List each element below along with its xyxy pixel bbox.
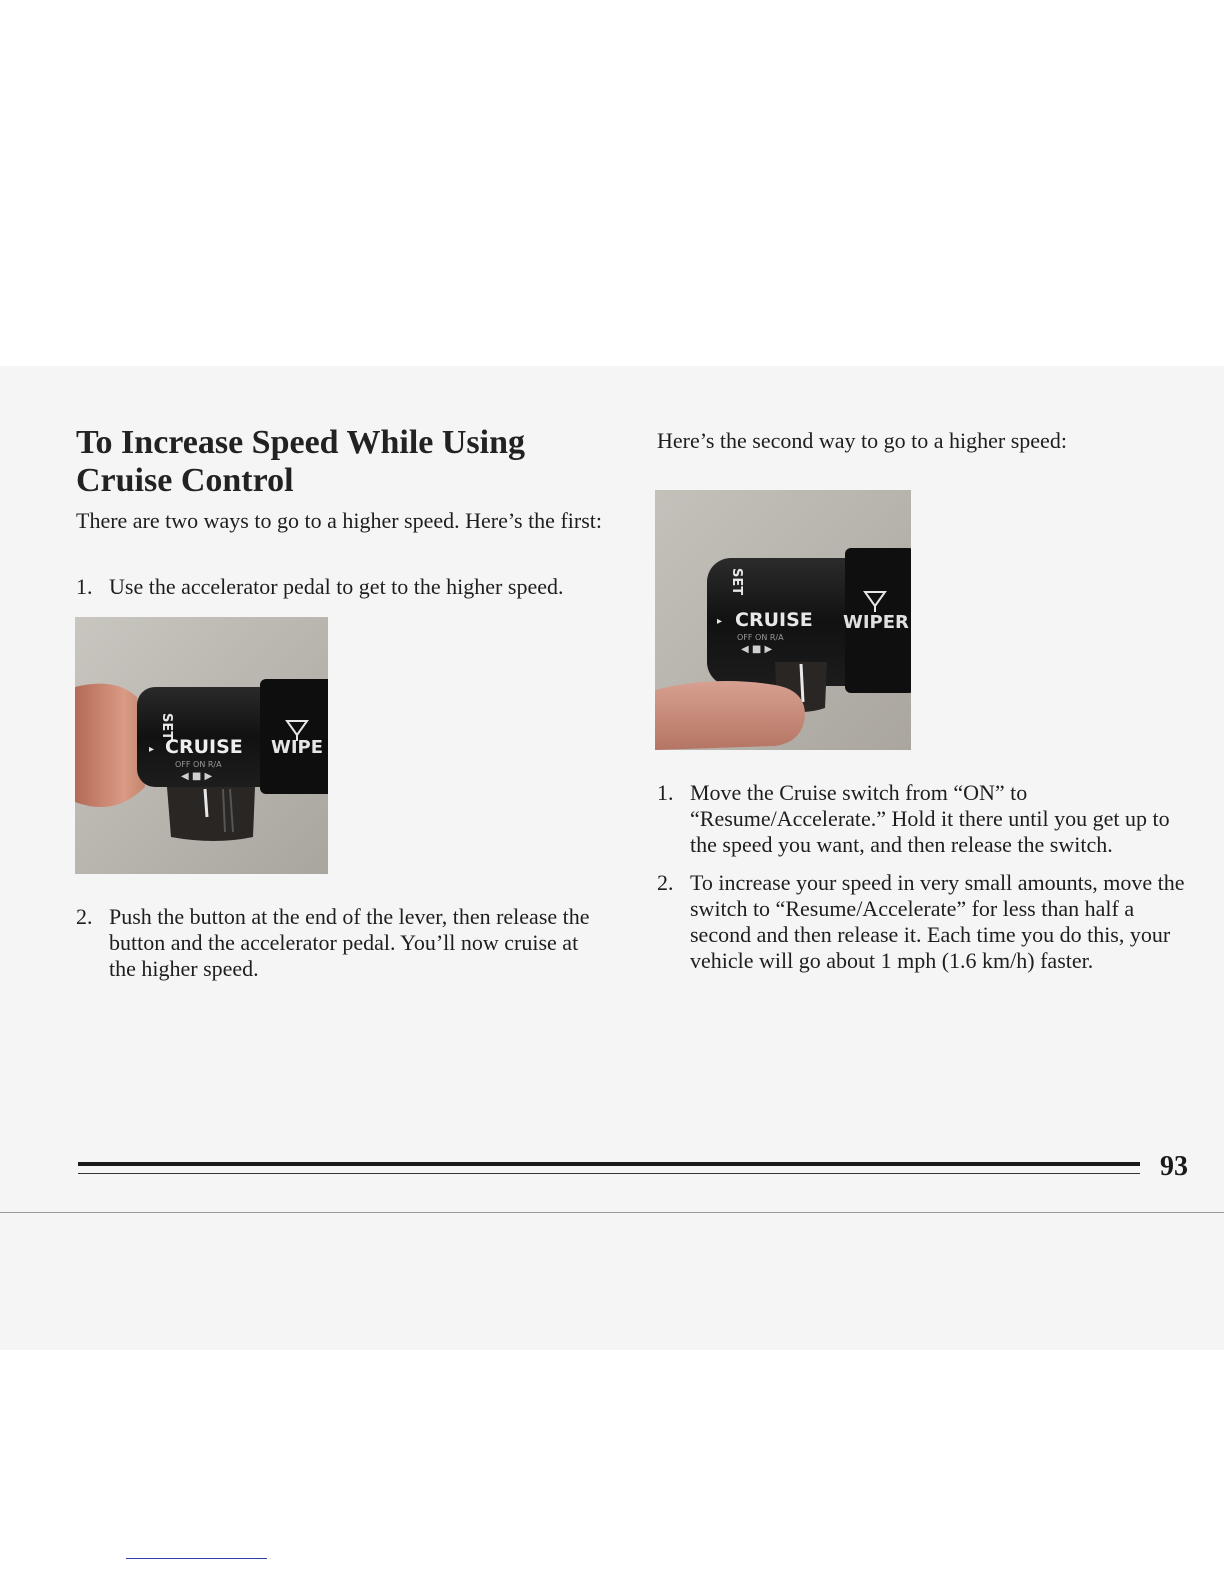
cruise-label: CRUISE [165,736,243,758]
set-label: SET [159,713,174,741]
right-step-2 [657,870,1192,974]
step-text: Use the accelerator pedal to get to the higher speed. [109,574,564,599]
scan-edge-divider [0,1212,1224,1213]
cruise-switch [167,787,255,841]
wiper-label: WIPER [843,612,909,633]
right-step-1 [657,780,1192,858]
arrow-icon: ▸ [149,744,155,755]
arrow-icon: ▸ [717,616,723,627]
wiper-label: WIPE [271,737,324,758]
step-text: To increase your speed in very small amounts, move the switch to “Resume/Accelerate” for less than half a second and then release it. Each time you do this, your vehicle will go about 1 mph (1.6 km/h) faster. [690,870,1185,973]
left-step-1 [76,574,616,600]
step-text: Push the button at the end of the lever, then release the button and the accelerator pedal. You’ll now cruise at the higher speed. [109,904,590,981]
footer-rule-thin [78,1173,1140,1174]
cruise-lever-photo-resume [655,490,911,750]
left-step-2 [76,904,606,982]
finger-shape [75,684,145,807]
cruise-label: CRUISE [735,609,813,631]
set-label: SET [729,568,744,596]
link-underline[interactable] [126,1558,267,1559]
step-number: 1. [76,574,93,599]
step-number: 1. [657,780,674,805]
step-text: Move the Cruise switch from “ON” to “Resume/Accelerate.” Hold it there until you get up to the speed you want, and then release the switch. [690,780,1170,857]
position-marks: ◀ ■ ▶ [181,771,213,782]
cruise-lever-photo-push-button [75,617,328,874]
footer-rule-thick [78,1162,1140,1166]
section-title: To Increase Speed While Using Cruise Control [76,424,526,499]
finger-shape [655,681,805,750]
page-number: 93 [1160,1151,1188,1182]
right-intro: Here’s the second way to go to a higher speed: [657,428,1067,453]
positions-label: OFF ON R/A [175,760,222,769]
step-number: 2. [657,870,674,895]
positions-label: OFF ON R/A [737,633,784,642]
step-number: 2. [76,904,93,929]
section-intro: There are two ways to go to a higher speed. Here’s the first: [76,508,602,533]
position-marks: ◀ ■ ▶ [741,644,773,655]
